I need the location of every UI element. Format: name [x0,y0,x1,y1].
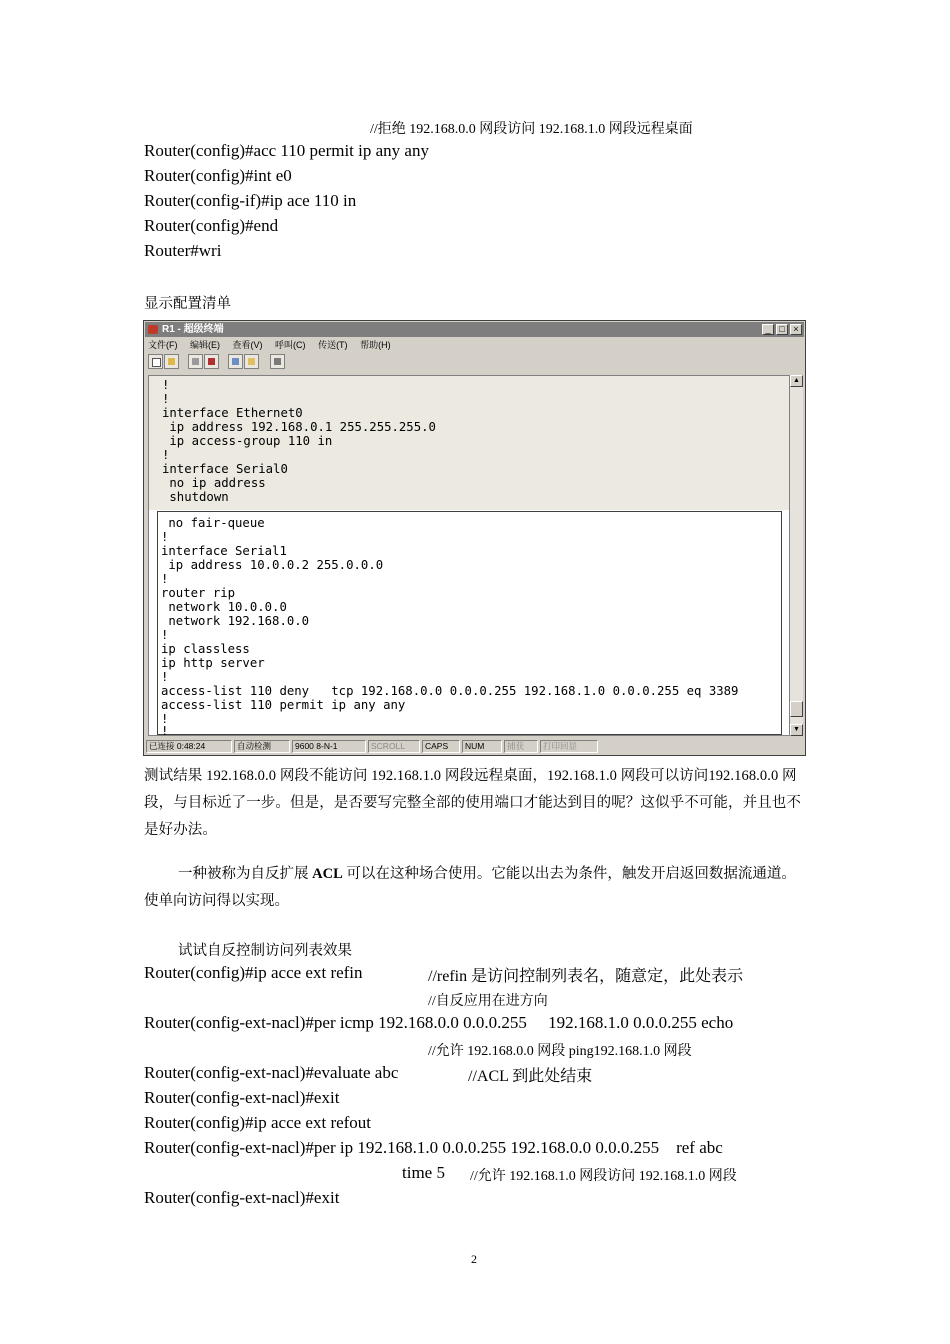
menu-transfer[interactable]: 传送(T) [318,340,348,350]
open-folder-icon[interactable] [164,354,179,369]
command-line: Router(config)#acc 110 permit ip any any [144,141,429,160]
status-scroll: SCROLL [368,740,420,753]
app-icon [148,325,158,334]
maximize-button[interactable]: □ [776,324,788,335]
terminal-line: ! [161,670,169,684]
terminal-line: no ip address [162,476,266,490]
terminal-lower-pane [157,511,782,735]
status-autodetect: 自动检测 [234,740,290,753]
properties-icon[interactable] [188,354,203,369]
menu-file[interactable]: 文件(F) [148,340,178,350]
page-number: 2 [471,1252,477,1266]
terminal-line: ! [161,628,169,642]
command-line: Router(config-if)#ip ace 110 in [144,191,357,210]
scroll-up-icon[interactable]: ▲ [790,375,803,387]
status-print-echo: 打印回显 [540,740,598,753]
window-title: R1 - 超级终端 [162,324,224,335]
comment-line: //自反应用在进方向 [428,994,548,1009]
terminal-line: ! [161,572,169,586]
terminal-line: interface Serial1 [161,544,287,558]
terminal-line: ! [162,392,170,406]
terminal-line: network 10.0.0.0 [161,600,287,614]
scroll-down-icon[interactable]: ▼ [790,724,803,736]
receive-icon[interactable] [244,354,259,369]
menu-bar [148,338,401,352]
command-line: Router(config)#int e0 [144,166,292,185]
terminal-line: shutdown [162,490,229,504]
terminal-line: interface Ethernet0 [162,406,303,420]
terminal-screen[interactable] [148,375,790,736]
minimize-button[interactable]: _ [762,324,774,335]
comment-line: //ACL 到此处结束 [468,1068,593,1085]
command-line: Router(config-ext-nacl)#evaluate abc [144,1063,399,1082]
command-line: Router(config-ext-nacl)#exit [144,1188,340,1207]
status-bar [146,740,803,754]
command-line: Router#wri [144,241,222,260]
window-title-bar [145,322,804,337]
terminal-line: ip classless [161,642,250,656]
command-line-continuation: time 5 [402,1163,445,1182]
command-line: Router(config-ext-nacl)#per icmp 192.168.0.0 0.0.0.255 192.168.1.0 0.0.0.255 echo [144,1013,734,1032]
terminal-line: ip address 10.0.0.2 255.0.0.0 [161,558,384,572]
menu-edit[interactable]: 编辑(E) [190,340,221,350]
comment-line: //refin 是访问控制列表名，随意定，此处表示 [428,968,744,985]
call-icon[interactable] [204,354,219,369]
terminal-line: ip access-group 110 in [162,434,333,448]
status-port-settings: 9600 8-N-1 [292,740,366,753]
terminal-upper-pane [149,376,789,510]
terminal-line: ! [161,530,169,544]
terminal-line: ip address 192.168.0.1 255.255.255.0 [162,420,436,434]
terminal-line: access-list 110 permit ip any any [161,698,406,712]
result-paragraph: 测试结果 192.168.0.0 网段不能访问 192.168.1.0 网段远程桌面，192.168.1.0 网段可以访问192.168.0.0 网段，与目标近了一步。但是，是否要写完整全部的使用端口才能达到目的呢？这似乎不可能，并且也不是好办法。 [144,768,801,838]
scroll-thumb[interactable] [790,701,803,717]
comment-line: //允许 192.168.1.0 网段访问 192.168.1.0 网段 [470,1169,737,1184]
status-num: NUM [462,740,502,753]
terminal-line: access-list 110 deny tcp 192.168.0.0 0.0.0.255 192.168.1.0 0.0.0.255 eq 3389 [161,684,739,698]
terminal-line: ! [161,724,169,736]
command-line: Router(config)#ip acce ext refout [144,1113,372,1132]
terminal-line: ! [162,378,170,392]
reflexive-text-pre: 一种被称为自反扩展 [178,866,313,882]
status-capture: 捕获 [504,740,538,753]
section-heading: 试试自反控制访问列表效果 [178,943,352,959]
send-icon[interactable] [228,354,243,369]
command-line: Router(config)#ip acce ext refin [144,963,363,982]
terminal-line: router rip [161,586,236,600]
status-connected: 已连接 0:48:24 [146,740,232,753]
terminal-line: ! [161,712,169,726]
vertical-scrollbar[interactable] [790,375,803,736]
terminal-line: no fair-queue [161,516,265,530]
menu-call[interactable]: 呼叫(C) [275,340,306,350]
terminal-line: ip http server [161,656,265,670]
terminal-line: network 192.168.0.0 [161,614,310,628]
terminal-line: interface Serial0 [162,462,288,476]
menu-help[interactable]: 帮助(H) [360,340,391,350]
new-file-icon[interactable] [148,354,163,369]
acl-bold-term: ACL [312,866,343,882]
terminal-line: ! [162,448,170,462]
comment-line: //允许 192.168.0.0 网段 ping192.168.1.0 网段 [428,1044,692,1059]
command-line: Router(config)#end [144,216,279,235]
command-line: Router(config-ext-nacl)#per ip 192.168.1.0 0.0.0.255 192.168.0.0 0.0.0.255 ref abc [144,1138,723,1157]
status-caps: CAPS [422,740,460,753]
section-heading: 显示配置清单 [144,296,231,312]
menu-view[interactable]: 查看(V) [232,340,263,350]
comment-deny-remote-desktop: //拒绝 192.168.0.0 网段访问 192.168.1.0 网段远程桌面 [370,122,693,137]
settings-icon[interactable] [270,354,285,369]
close-button[interactable]: × [790,324,802,335]
command-line: Router(config-ext-nacl)#exit [144,1088,340,1107]
hyperterminal-window [143,320,806,756]
reflexive-acl-paragraph [144,861,808,915]
reflexive-text-post: 可以在这种场合使用。它能以出去为条件，触发开启返回数据流通道。使单向访问得以实现。 [144,866,796,909]
